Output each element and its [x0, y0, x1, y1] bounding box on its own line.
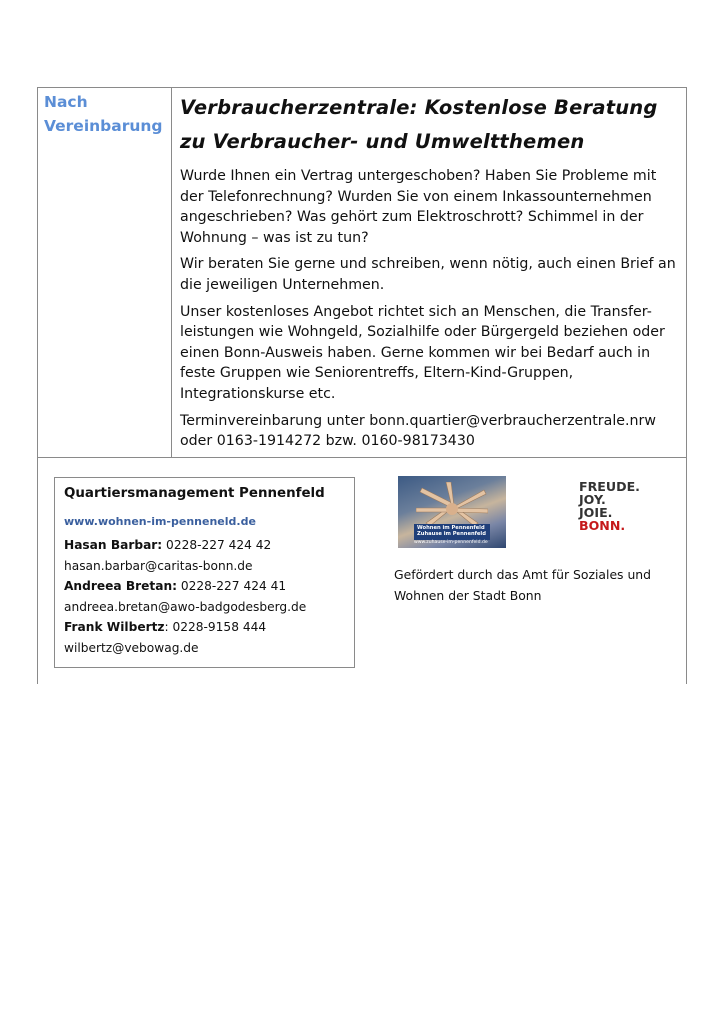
contact-name: Frank Wilbertz [64, 620, 165, 635]
appointment-contact: Terminvereinbarung unter bonn.quartier@verbraucherzentrale.nrw oder 0163-1914272 bzw. 0160-98173430 [180, 412, 656, 450]
table-column-divider [171, 87, 172, 458]
contact-email[interactable]: wilbertz@vebowag.de [64, 640, 199, 655]
hands-together-image [416, 482, 488, 528]
description-paragraph: Wir beraten Sie gerne und schreiben, wenn nötig, auch einen Brief an die jeweiligen Unternehmen. [180, 256, 676, 293]
description-paragraph: Unser kostenloses Angebot richtet sich an Menschen, die Transfer-leistungen wie Wohngeld, Sozialhilfe oder Bürgergeld beziehen oder einen Bonn-Ausweis haben. Gerne kommen wir bei Bedarf auch in feste Gruppen wie Seniorentreffs, Eltern-Kind-Gruppen, Integrationskurse etc. [180, 303, 665, 402]
table-left-border [37, 458, 38, 684]
event-title: Verbraucherzentrale: Kostenlose Beratung zu Verbraucher- und Umweltthemen [180, 96, 658, 153]
contact-name: Andreea Bretan: [64, 579, 178, 594]
event-date-line-2: Vereinbarung [44, 117, 163, 135]
description-paragraph: Wurde Ihnen ein Vertrag untergeschoben? Haben Sie Probleme mit der Telefonrechnung? Wurden Sie von einem Inkassounternehmen angeschrieben? Was gehört zum Elektroschrott? Schimmel in der Wohnung – was ist zu tun? [180, 168, 657, 246]
contact-email[interactable]: andreea.bretan@awo-badgodesberg.de [64, 599, 307, 614]
contact-box-title: Quartiersmanagement Pennenfeld [64, 486, 325, 501]
logo-line-4: BONN. [579, 518, 626, 533]
table-right-border [686, 458, 687, 684]
funding-note [394, 565, 684, 606]
contact-phone: 0228-227 424 42 [162, 538, 272, 552]
event-description [180, 166, 680, 458]
project-photo [398, 476, 506, 548]
contact-list [64, 535, 345, 659]
photo-banner-line-2: Zuhause im Pennenfeld [417, 530, 486, 537]
logo-line-3: JOIE. [579, 505, 613, 520]
event-date-line-1: Nach [44, 93, 88, 111]
hands-center [446, 503, 458, 515]
photo-banner [414, 524, 490, 540]
funding-line-1: Gefördert durch das Amt für Soziales und [394, 567, 652, 582]
funding-line-2: Wohnen der Stadt Bonn [394, 587, 542, 603]
contact-phone-line [64, 535, 345, 556]
contact-name: Hasan Barbar: [64, 538, 163, 552]
contact-box [54, 477, 355, 668]
contact-website-link[interactable]: www.wohnen-im-penneneld.de [64, 515, 256, 528]
contact-phone: 0228-227 424 41 [177, 579, 287, 594]
contact-phone-line [64, 576, 345, 597]
contact-phone-line [64, 617, 345, 638]
contact-email[interactable]: hasan.barbar@caritas-bonn.de [64, 558, 253, 573]
contact-phone: : 0228-9158 444 [164, 620, 267, 635]
photo-caption: www.zuhause-im-pennenfeld.de [414, 540, 488, 545]
bonn-logo [579, 480, 640, 532]
logo-line-1: FREUDE. [579, 479, 640, 494]
logo-line-2: JOY. [579, 492, 606, 507]
event-date [44, 90, 168, 138]
photo-banner-line-1: Wohnen im Pennenfeld [417, 525, 485, 531]
